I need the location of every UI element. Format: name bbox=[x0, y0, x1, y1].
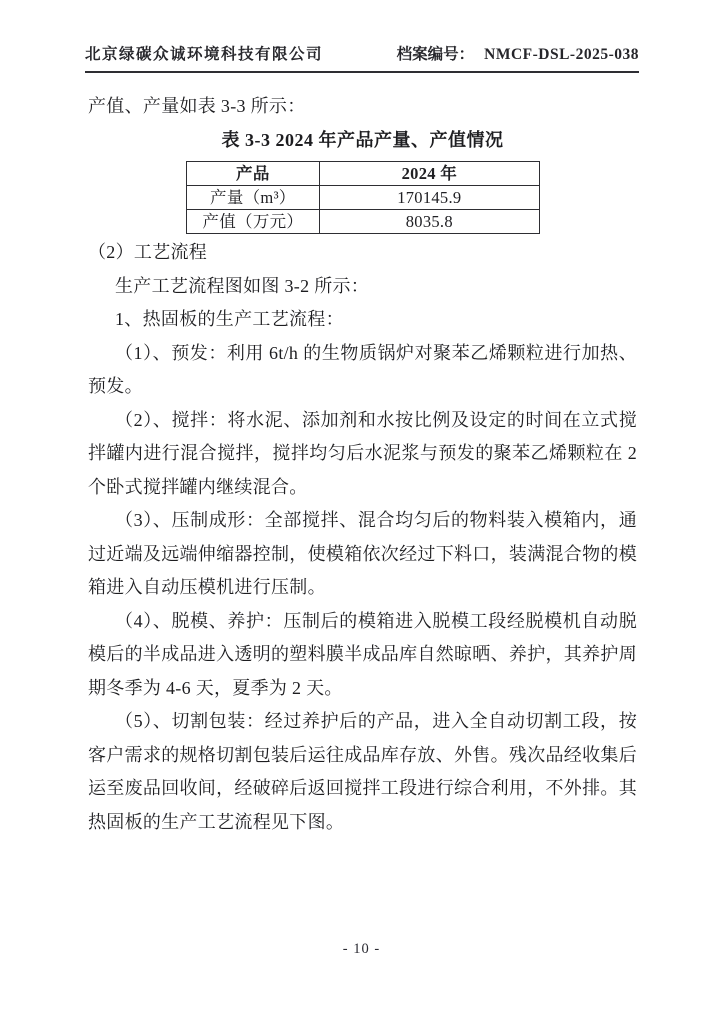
paragraph-step-4: （4）、脱模、养护：压制后的模箱进入脱模工段经脱模机自动脱模后的半成品进入透明的塑料膜半成品库自然晾晒、养护，其养护周期冬季为 4-6 天，夏季为 2 天。 bbox=[88, 610, 637, 698]
table-cell-output-value: 170145.9 bbox=[320, 186, 539, 210]
paragraph-flow-reference: 生产工艺流程图如图 3-2 所示： bbox=[115, 275, 370, 296]
paragraph-step-3: （3）、压制成形：全部搅拌、混合均匀后的物料装入模箱内，通过近端及远端伸缩器控制，使模箱依次经过下料口，装满混合物的模箱进入自动压模机进行压制。 bbox=[88, 510, 637, 597]
table-header-year: 2024 年 bbox=[320, 162, 539, 186]
table-cell-value-value: 8035.8 bbox=[320, 210, 539, 234]
table-cell-output-label: 产量（m³） bbox=[186, 186, 320, 210]
paragraph-board-process-title: 1、热固板的生产工艺流程： bbox=[115, 309, 344, 329]
page-header bbox=[85, 42, 639, 73]
production-table bbox=[186, 161, 540, 234]
paragraph-step-2: （2）、搅拌：将水泥、添加剂和水按比例及设定的时间在立式搅拌罐内进行混合搅拌，搅拌均匀后水泥浆与预发的聚苯乙烯颗粒在 2 个卧式搅拌罐内继续混合。 bbox=[88, 409, 637, 497]
archive-number-label: 档案编号： bbox=[396, 46, 475, 63]
paragraph-process-heading: （2）工艺流程 bbox=[88, 242, 208, 262]
page-number: - 10 - bbox=[342, 941, 381, 957]
page-footer bbox=[0, 941, 723, 958]
paragraph-step-1: （1）、预发：利用 6t/h 的生物质锅炉对聚苯乙烯颗粒进行加热、预发。 bbox=[88, 342, 637, 396]
table-row bbox=[186, 210, 539, 234]
table-header-row bbox=[186, 162, 539, 186]
archive-number-group bbox=[397, 42, 639, 64]
intro-paragraph: 产值、产量如表 3-3 所示： bbox=[88, 96, 306, 116]
paragraph-step-5: （5）、切割包装：经过养护后的产品，进入全自动切割工段，按客户需求的规格切割包装后运往成品库存放、外售。残次品经收集后运至废品回收间，经破碎后返回搅拌工段进行综合利用，不外排。其热固板的生产工艺流程见下图。 bbox=[88, 711, 637, 832]
table-header-product: 产品 bbox=[186, 162, 320, 186]
document-body bbox=[88, 90, 637, 839]
table-caption: 表 3-3 2024 年产品产量、产值情况 bbox=[221, 129, 504, 150]
company-name: 北京绿碳众诚环境科技有限公司 bbox=[85, 46, 324, 63]
archive-number-value: NMCF-DSL-2025-038 bbox=[484, 46, 639, 63]
table-cell-value-label: 产值（万元） bbox=[186, 210, 320, 234]
table-row bbox=[186, 186, 539, 210]
